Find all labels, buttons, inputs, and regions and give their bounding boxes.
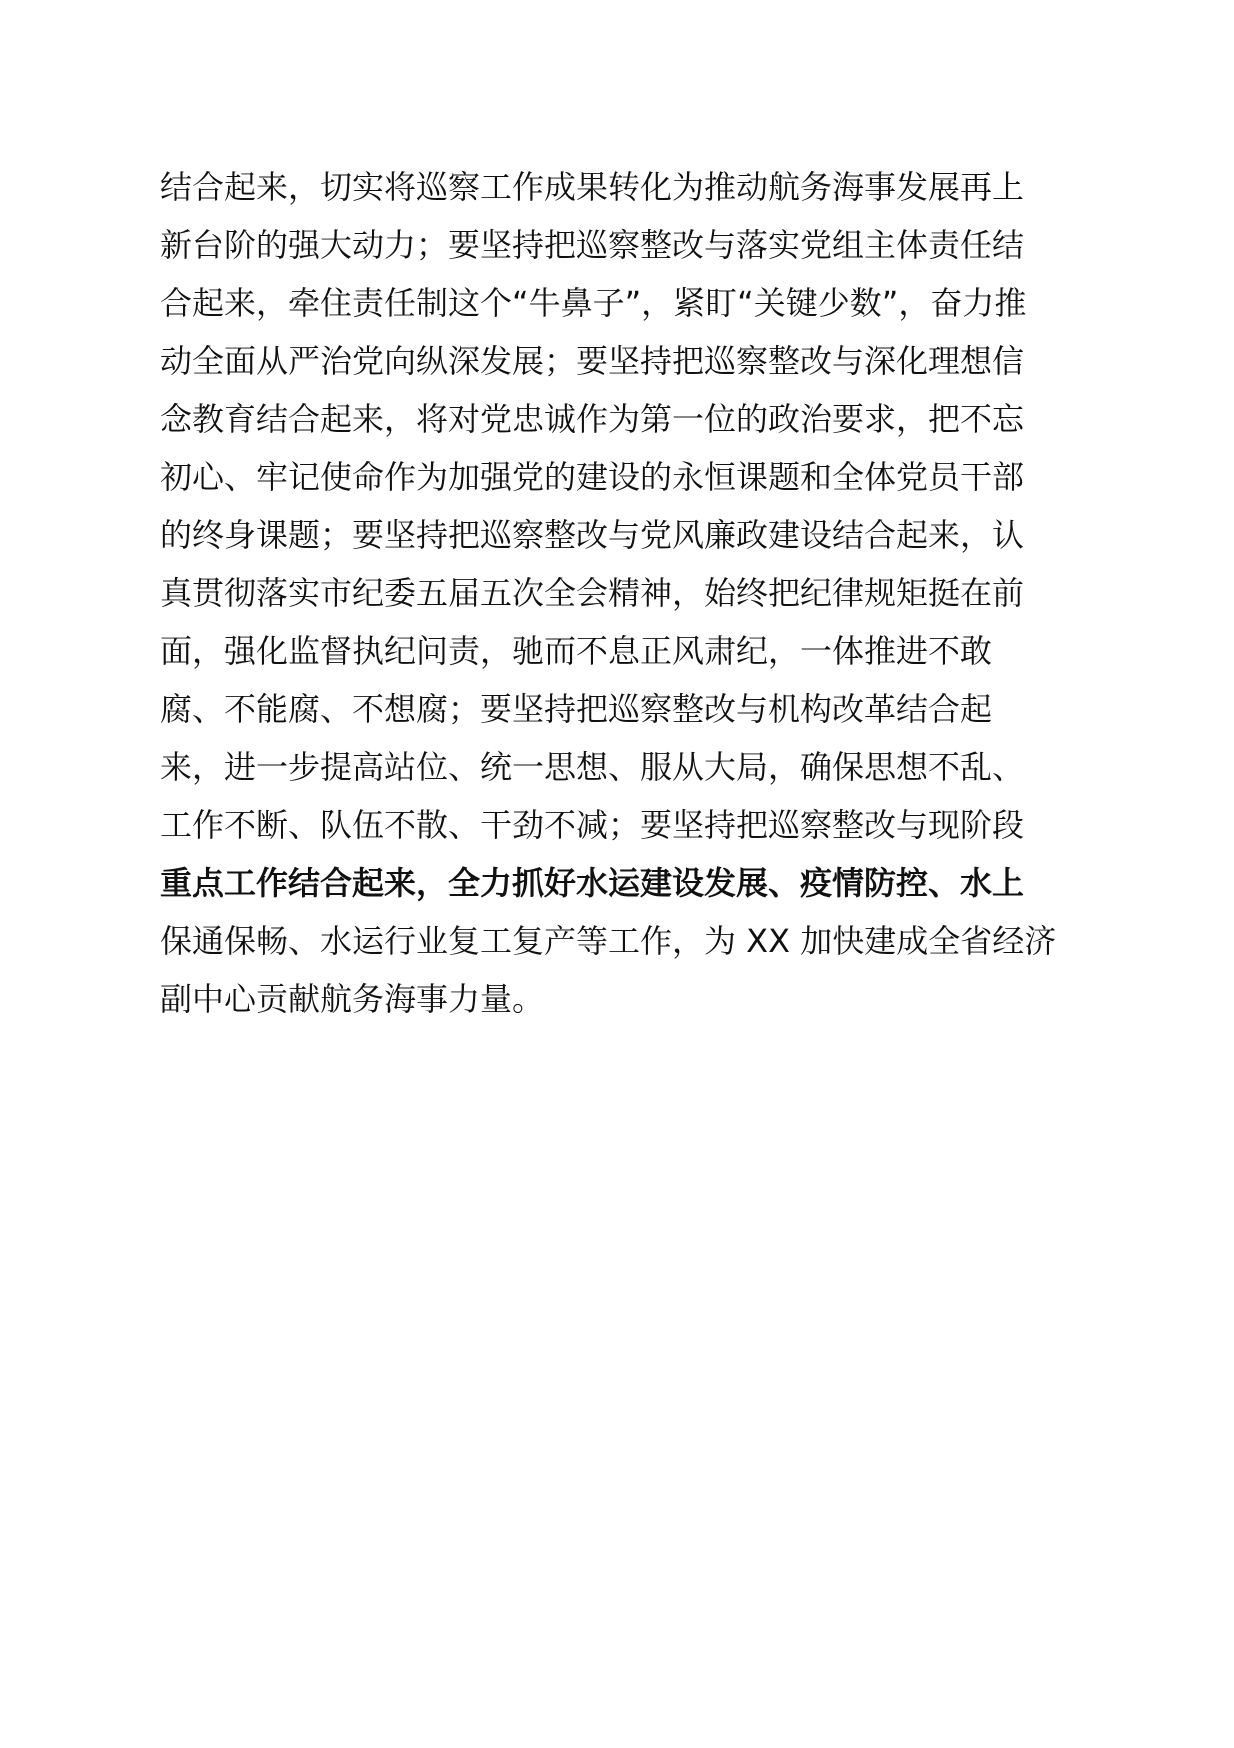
paragraph-line: 副中心贡献航务海事力量。	[160, 980, 545, 1018]
body-paragraph	[160, 158, 1090, 1028]
paragraph-line: 动全面从严治党向纵深发展；要坚持把巡察整改与深化理想信	[160, 342, 1025, 380]
paragraph-line: 新台阶的强大动力；要坚持把巡察整改与落实党组主体责任结	[160, 226, 1025, 264]
paragraph-line: 工作不断、队伍不散、干劲不减；要坚持把巡察整改与现阶段	[160, 806, 1025, 844]
paragraph-line-bold: 重点工作结合起来，全力抓好水运建设发展、疫情防控、水上	[160, 864, 1025, 902]
paragraph-line: 腐、不能腐、不想腐；要坚持把巡察整改与机构改革结合起	[160, 690, 993, 728]
paragraph-line: 念教育结合起来，将对党忠诚作为第一位的政治要求，把不忘	[160, 400, 1025, 438]
paragraph-line: 来，进一步提高站位、统一思想、服从大局，确保思想不乱、	[160, 748, 1025, 786]
paragraph-line: 的终身课题；要坚持把巡察整改与党风廉政建设结合起来，认	[160, 516, 1025, 554]
paragraph-line: 保通保畅、水运行业复工复产等工作，为 XX 加快建成全省经济	[160, 922, 1057, 960]
paragraph-line: 初心、牢记使命作为加强党的建设的永恒课题和全体党员干部	[160, 458, 1025, 496]
paragraph-line: 真贯彻落实市纪委五届五次全会精神，始终把纪律规矩挺在前	[160, 574, 1025, 612]
paragraph-line: 面，强化监督执纪问责，驰而不息正风肃纪，一体推进不敢	[160, 632, 993, 670]
paragraph-line: 结合起来，切实将巡察工作成果转化为推动航务海事发展再上	[160, 168, 1025, 206]
paragraph-line: 合起来，牵住责任制这个“牛鼻子”，紧盯“关键少数”，奋力推	[160, 284, 1027, 322]
